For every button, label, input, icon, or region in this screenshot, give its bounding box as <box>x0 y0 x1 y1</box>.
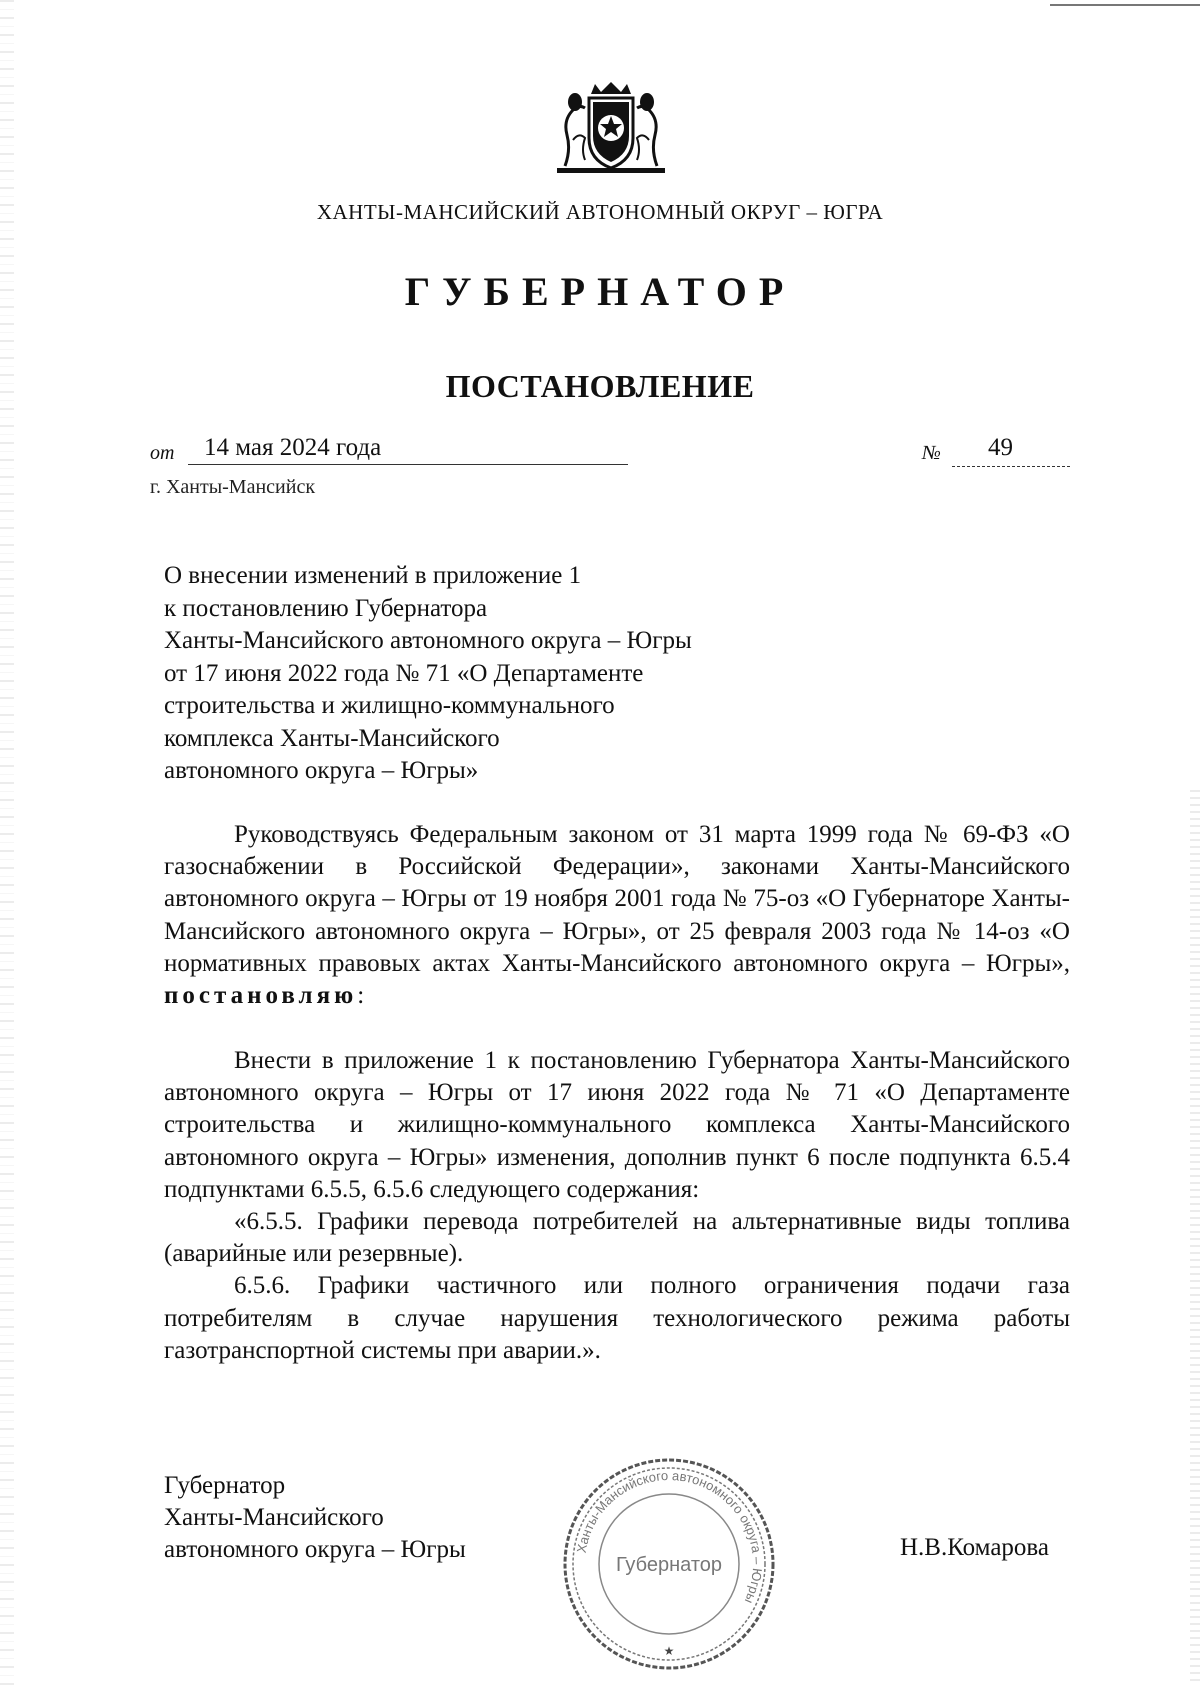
signatory-title <box>164 1470 466 1566</box>
signatory-title-line: Ханты-Мансийского <box>164 1504 384 1531</box>
item-6-5-5: «6.5.5. Графики перевода потребителей на альтернативные виды топлива (аварийные или резервные). <box>164 1208 1070 1268</box>
operative-section <box>164 1045 1070 1367</box>
stamp-ring-text: Ханты-Мансийского автономного округа – Югры <box>573 1467 766 1606</box>
operative-paragraph: Внести в приложение 1 к постановлению Губернатора Ханты-Мансийского автономного округа – Югры от 17 июня 2022 года № 71 «О Департаменте строительства и жилищно-коммунального комплекса Ханты-Мансийского автономного округа – Югры» изменения, дополнив пункт 6 после подпункта 6.5.4 подпунктами 6.5.5, 6.5.6 следующего содержания: <box>164 1047 1070 1203</box>
decree-word: постановляю <box>164 982 358 1010</box>
preamble-text: Руководствуясь Федеральным законом от 31 марта 1999 года № 69-ФЗ «О газоснабжении в Российской Федерации», законами Ханты-Мансийского автономного округа – Югры от 19 ноября 2001 года № 75-оз «О Губернаторе Ханты-Мансийского автономного округа – Югры», от 25 февраля 2003 года № 14-оз «О нормативных правовых актах Ханты-Мансийского автономного округа – Югры», <box>164 821 1070 977</box>
signatory-title-line: Губернатор <box>164 1472 286 1499</box>
subject-line: Ханты-Мансийского автономного округа – Югры <box>164 627 692 654</box>
subject-line: строительства и жилищно-коммунального <box>164 692 615 719</box>
region-heading: ХАНТЫ-МАНСИЙСКИЙ АВТОНОМНЫЙ ОКРУГ – ЮГРА <box>316 200 884 224</box>
signatory-title-line: автономного округа – Югры <box>164 1536 466 1563</box>
document-city: г. Ханты-Мансийск <box>150 476 316 498</box>
date-underline <box>188 464 628 465</box>
document-subject <box>164 560 884 788</box>
scan-edge-right <box>1190 790 1200 1686</box>
date-number-row <box>150 434 1070 474</box>
authority-heading: ГУБЕРНАТОР <box>404 269 796 314</box>
decree-colon: : <box>357 982 365 1010</box>
official-stamp <box>558 1443 780 1686</box>
scan-edge-left <box>0 0 14 1686</box>
subject-line: к постановлению Губернатора <box>164 594 488 622</box>
preamble-paragraph <box>164 819 1070 1012</box>
item-6-5-6: 6.5.6. Графики частичного или полного ограничения подачи газа потребителям в случае нарушения технологического режима работы газотранспортной системы при аварии.». <box>164 1272 1070 1364</box>
date-prefix: от <box>150 442 175 464</box>
subject-line: автономного округа – Югры» <box>164 757 479 784</box>
document-number: 49 <box>988 434 1013 461</box>
coat-of-arms-icon <box>555 80 667 175</box>
stamp-star-icon: ★ <box>663 1644 675 1658</box>
document-type-heading: ПОСТАНОВЛЕНИЕ <box>445 368 755 404</box>
subject-line: О внесении изменений в приложение 1 <box>164 562 582 589</box>
stamp-center-text: Губернатор <box>615 1554 723 1576</box>
signatory-name: Н.В.Комарова <box>900 1534 1049 1561</box>
document-date: 14 мая 2024 года <box>204 434 382 461</box>
scan-line-top <box>1050 4 1200 6</box>
number-underline <box>952 466 1070 467</box>
subject-line: комплекса Ханты-Мансийского <box>164 724 500 752</box>
subject-line: от 17 июня 2022 года № 71 «О Департаменте <box>164 659 644 687</box>
number-prefix: № <box>922 442 941 464</box>
